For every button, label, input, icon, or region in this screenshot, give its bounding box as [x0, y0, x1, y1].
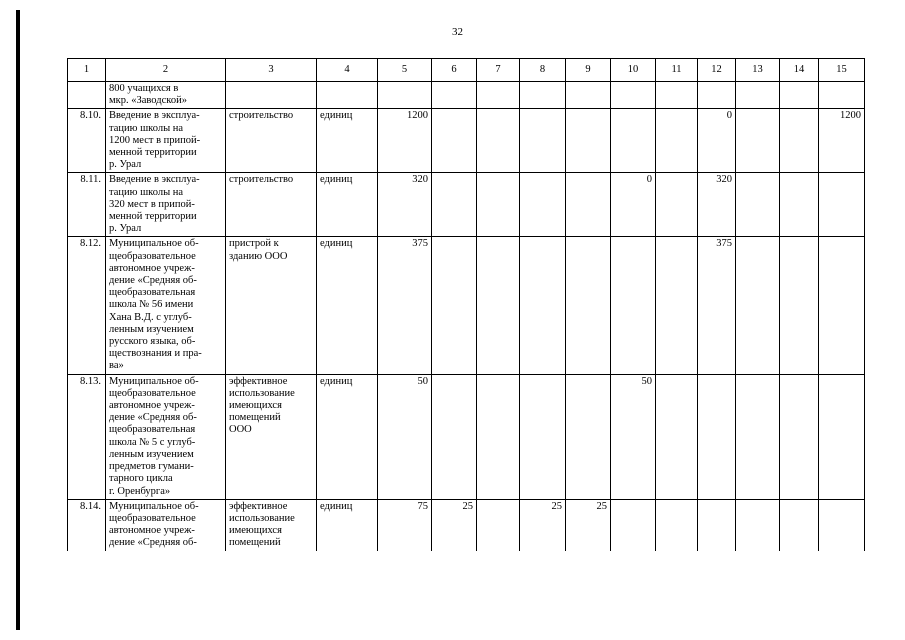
table-cell: 0: [698, 109, 736, 173]
table-cell: [520, 374, 566, 499]
table-cell: [520, 173, 566, 237]
column-header: 4: [317, 59, 378, 82]
table-cell: [317, 82, 378, 109]
table-cell: единиц: [317, 499, 378, 550]
table-cell: эффективное использование имеющихся помещений: [226, 499, 317, 550]
table-row: [68, 109, 865, 173]
table-cell: единиц: [317, 374, 378, 499]
column-header: 8: [520, 59, 566, 82]
table-cell: Введение в эксплуа- тацию школы на 1200 мест в припой- менной территории р. Урал: [106, 109, 226, 173]
table-cell: [819, 374, 865, 499]
table-cell: [656, 82, 698, 109]
table-cell: [736, 237, 780, 374]
table-cell: [520, 237, 566, 374]
table-cell: [432, 173, 477, 237]
table-cell: 75: [378, 499, 432, 550]
table-cell: [520, 82, 566, 109]
table-cell: 320: [378, 173, 432, 237]
table-cell: [566, 374, 611, 499]
column-header: 14: [780, 59, 819, 82]
table-cell: [432, 374, 477, 499]
column-header: 11: [656, 59, 698, 82]
table-cell: [432, 82, 477, 109]
table-cell: 1200: [378, 109, 432, 173]
row-index-cell: 8.10.: [68, 109, 106, 173]
table-row: [68, 499, 865, 550]
table-cell: 25: [432, 499, 477, 550]
table-cell: [611, 109, 656, 173]
table-cell: [819, 237, 865, 374]
table-cell: 375: [698, 237, 736, 374]
table-cell: 1200: [819, 109, 865, 173]
column-header: 7: [477, 59, 520, 82]
table-cell: [736, 109, 780, 173]
row-index-cell: 8.11.: [68, 173, 106, 237]
table-cell: [611, 499, 656, 550]
table-cell: 320: [698, 173, 736, 237]
row-index-cell: 8.14.: [68, 499, 106, 550]
table-cell: [780, 237, 819, 374]
table-row: [68, 237, 865, 374]
table-cell: [780, 173, 819, 237]
table-cell: 800 учащихся в мкр. «Заводской»: [106, 82, 226, 109]
table-cell: Муниципальное об- щеобразовательное автономное учреж- дение «Средняя об-: [106, 499, 226, 550]
table-row: [68, 374, 865, 499]
table-cell: [477, 173, 520, 237]
column-header: 3: [226, 59, 317, 82]
table-cell: [780, 82, 819, 109]
table-cell: [566, 109, 611, 173]
table-cell: [780, 374, 819, 499]
table-cell: Введение в эксплуа- тацию школы на 320 мест в припой- менной территории р. Урал: [106, 173, 226, 237]
table-cell: [698, 374, 736, 499]
table-cell: единиц: [317, 173, 378, 237]
table-cell: 25: [520, 499, 566, 550]
table-cell: [432, 237, 477, 374]
row-index-cell: 8.12.: [68, 237, 106, 374]
table-cell: пристрой к зданию ООО: [226, 237, 317, 374]
row-index-cell: [68, 82, 106, 109]
column-header: 2: [106, 59, 226, 82]
table-cell: [736, 82, 780, 109]
table-cell: [520, 109, 566, 173]
column-header: 6: [432, 59, 477, 82]
table-cell: [819, 82, 865, 109]
column-header: 5: [378, 59, 432, 82]
table-cell: [611, 237, 656, 374]
table-cell: [736, 374, 780, 499]
table-cell: [780, 499, 819, 550]
table-cell: [566, 82, 611, 109]
table-cell: [698, 82, 736, 109]
table-cell: 0: [611, 173, 656, 237]
table-cell: [656, 109, 698, 173]
table-cell: [656, 173, 698, 237]
table-cell: [656, 374, 698, 499]
table-cell: [611, 82, 656, 109]
table-cell: [477, 374, 520, 499]
table-cell: строительство: [226, 173, 317, 237]
row-index-cell: 8.13.: [68, 374, 106, 499]
table-cell: [736, 499, 780, 550]
column-header: 10: [611, 59, 656, 82]
table-cell: [736, 173, 780, 237]
column-header: 15: [819, 59, 865, 82]
column-header: 1: [68, 59, 106, 82]
table-cell: [819, 499, 865, 550]
table-cell: эффективное использование имеющихся помещений ООО: [226, 374, 317, 499]
table-cell: [566, 237, 611, 374]
table-header-row: [68, 59, 865, 82]
table-row: [68, 82, 865, 109]
table-cell: [819, 173, 865, 237]
table-cell: [226, 82, 317, 109]
table-cell: [432, 109, 477, 173]
table-cell: Муниципальное об- щеобразовательное автономное учреж- дение «Средняя об- щеобразовательная школа № 5 с углуб- ленным изучением предметов гумани- тарного цикла г. Оренбурга»: [106, 374, 226, 499]
column-header: 12: [698, 59, 736, 82]
table-cell: [566, 173, 611, 237]
table-cell: строительство: [226, 109, 317, 173]
table-row: [68, 173, 865, 237]
table-cell: 50: [611, 374, 656, 499]
table-cell: [656, 237, 698, 374]
table-cell: 50: [378, 374, 432, 499]
page-number: 32: [452, 26, 463, 38]
table-cell: [780, 109, 819, 173]
table-cell: [378, 82, 432, 109]
table-cell: [477, 499, 520, 550]
table-cell: [477, 82, 520, 109]
table-cell: [656, 499, 698, 550]
page-edge-bar: [16, 10, 20, 630]
table-cell: единиц: [317, 109, 378, 173]
table-cell: единиц: [317, 237, 378, 374]
column-header: 9: [566, 59, 611, 82]
table-cell: 375: [378, 237, 432, 374]
column-header: 13: [736, 59, 780, 82]
table-cell: [477, 109, 520, 173]
data-table: [67, 58, 865, 551]
table-cell: [477, 237, 520, 374]
table-cell: 25: [566, 499, 611, 550]
table-cell: [698, 499, 736, 550]
table-cell: Муниципальное об- щеобразовательное автономное учреж- дение «Средняя об- щеобразовательная школа № 56 имени Хана В.Д. с углуб- ленным изучением русского языка, об- ществознания и пра- ва»: [106, 237, 226, 374]
